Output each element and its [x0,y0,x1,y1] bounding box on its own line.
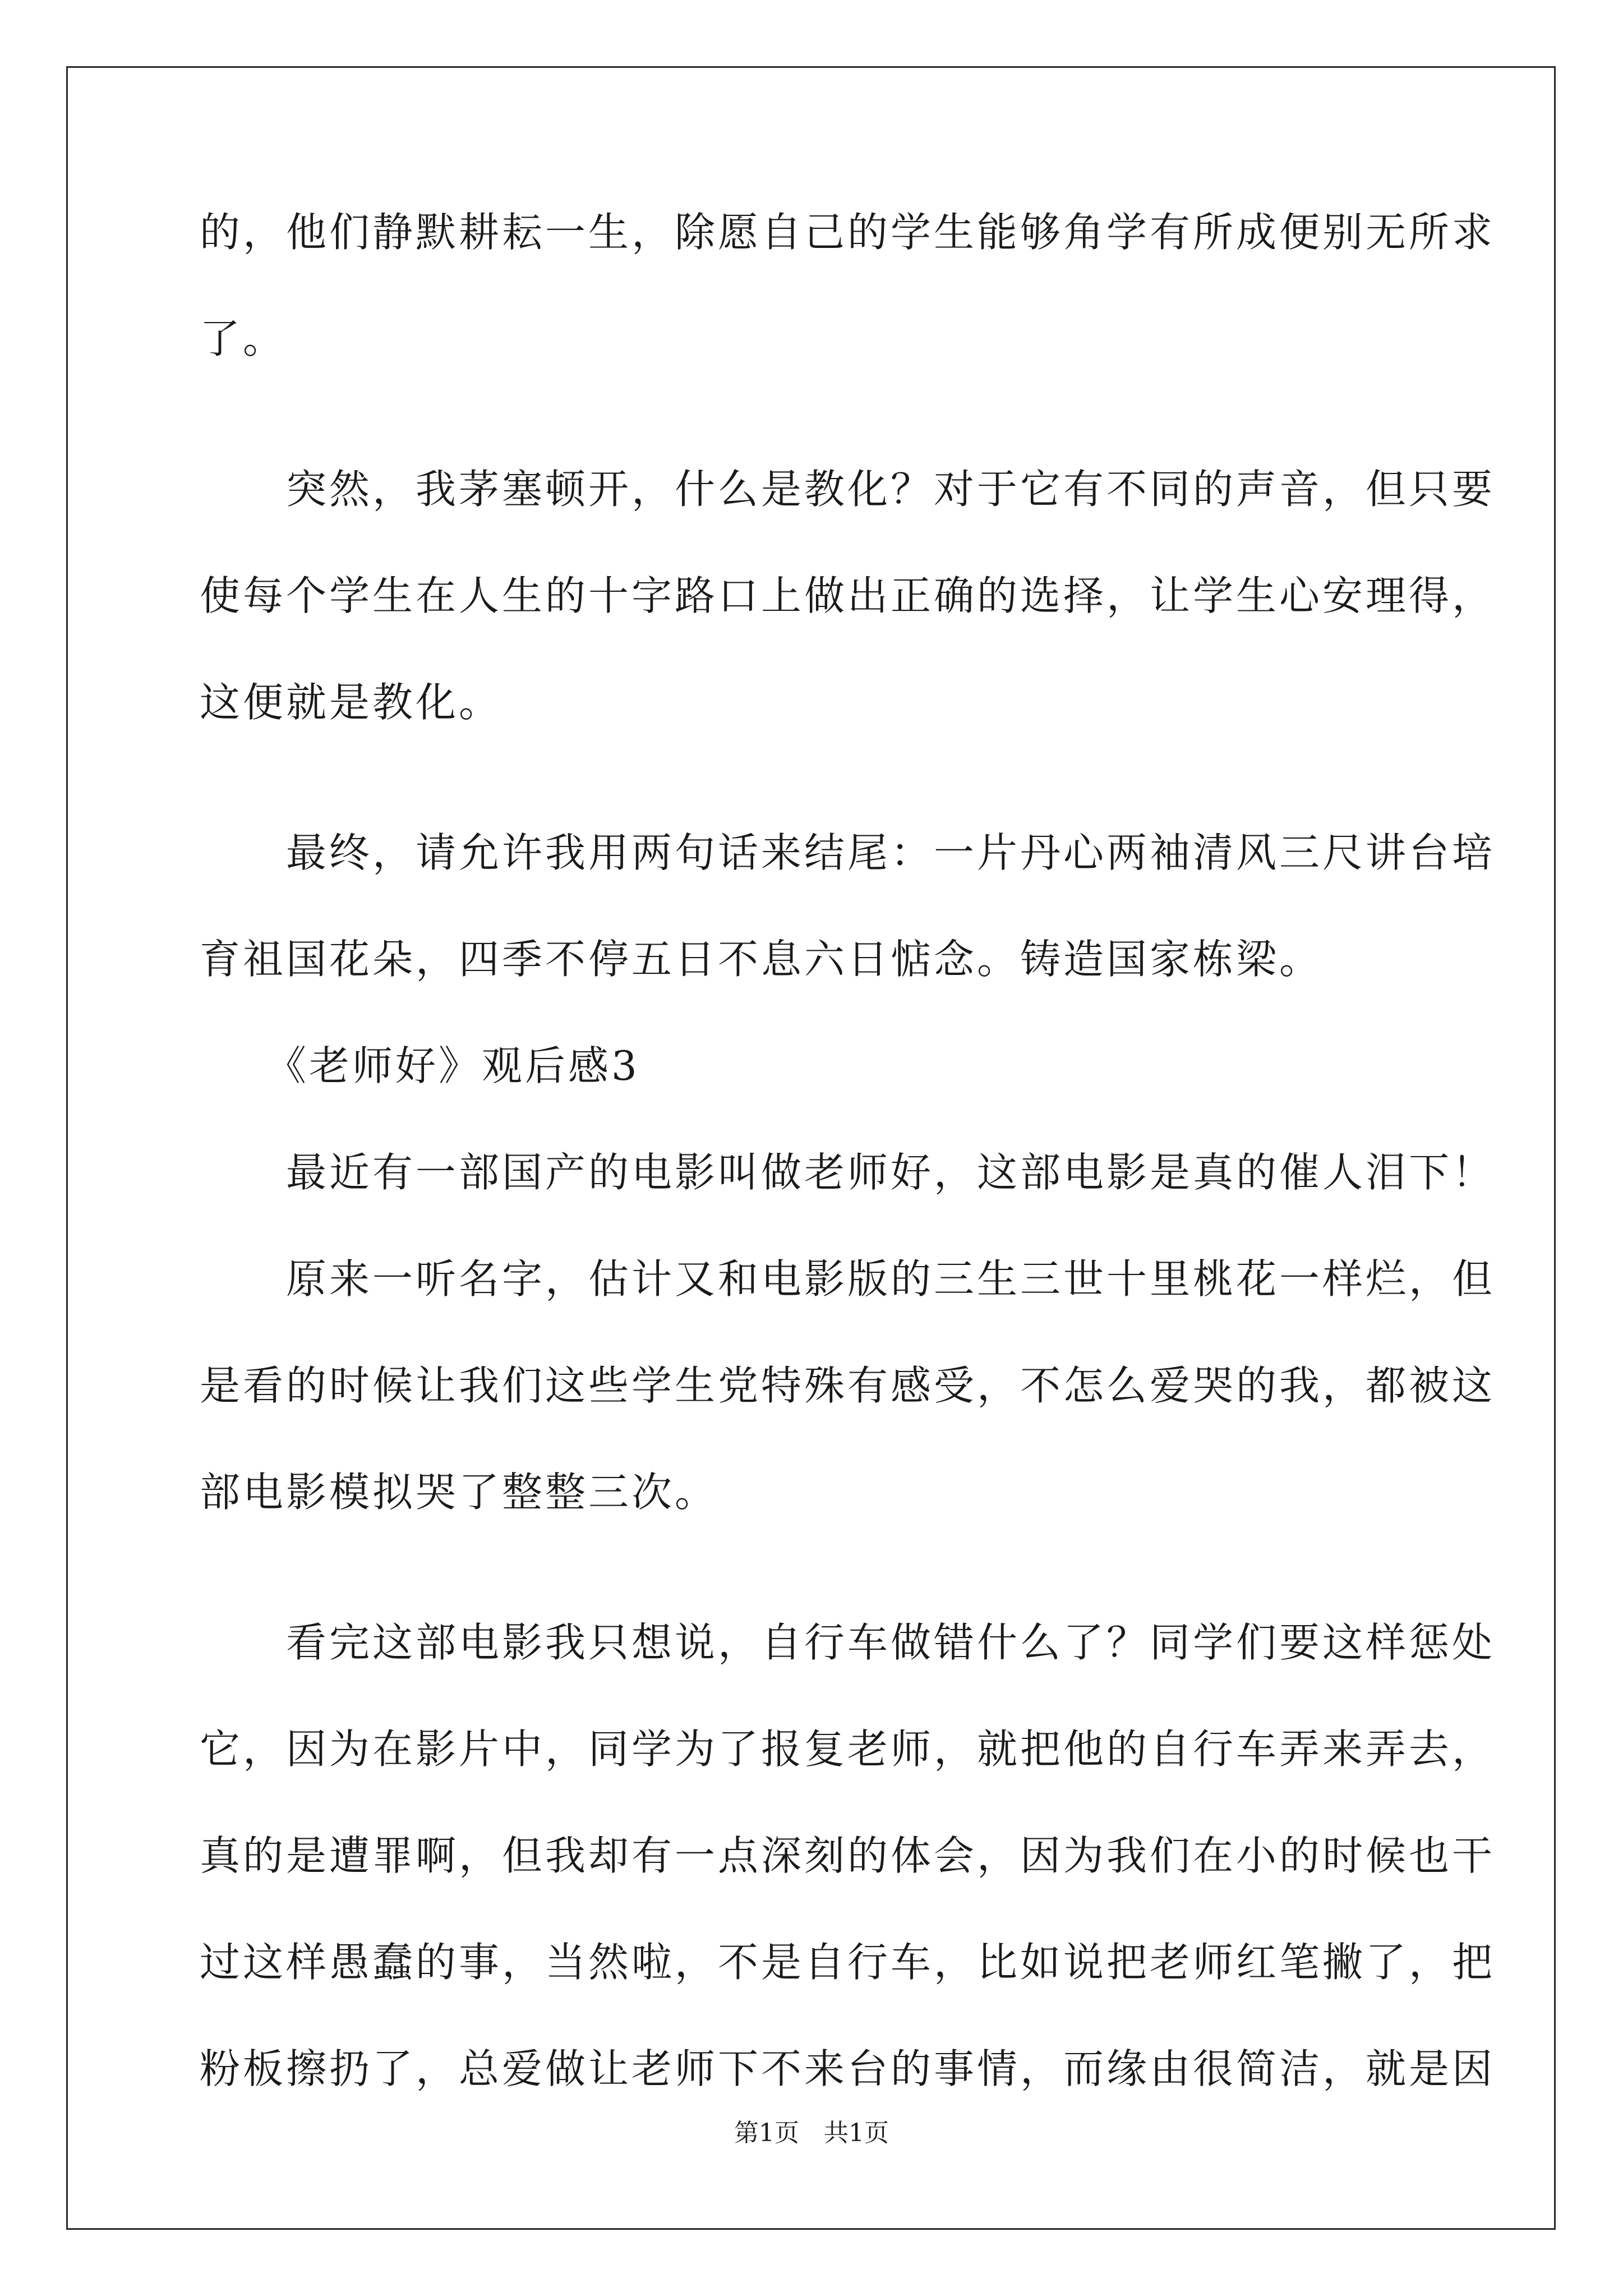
text-line: 粉板擦扔了，总爱做让老师下不来台的事情，而缘由很简洁，就是因 [200,2045,1496,2092]
text-line: 看完这部电影我只想说，自行车做错什么了？同学们要这样惩处 [200,1619,1496,1666]
text-line: 的，他们静默耕耘一生，除愿自己的学生能够角学有所成便别无所求 [200,209,1496,256]
document-body [200,209,1496,2092]
text-line: 使每个学生在人生的十字路口上做出正确的选择，让学生心安理得， [200,572,1496,619]
text-line: 真的是遭罪啊，但我却有一点深刻的体会，因为我们在小的时候也干 [200,1832,1496,1879]
text-line: 突然，我茅塞顿开，什么是教化？对于它有不同的声音，但只要 [200,466,1496,513]
text-line: 原来一听名字，估计又和电影版的三生三世十里桃花一样烂，但 [200,1255,1496,1303]
text-line: 过这样愚蠢的事，当然啦，不是自行车，比如说把老师红笔撇了，把 [200,1939,1496,1986]
text-line: 是看的时候让我们这些学生党特殊有感受，不怎么爱哭的我，都被这 [200,1362,1496,1409]
page-number-footer: 第1页 共1页 [734,2119,889,2147]
text-line: 了。 [200,315,287,362]
text-line: 最近有一部国产的电影叫做老师好，这部电影是真的催人泪下！ [200,1149,1496,1196]
text-line: 育祖国花朵，四季不停五日不息六日惦念。铸造国家栋梁。 [200,936,1323,983]
section-heading: 《老师好》观后感3 [200,1042,640,1089]
text-line: 最终，请允许我用两句话来结尾：一片丹心两袖清风三尺讲台培 [200,829,1496,876]
text-line: 这便就是教化。 [200,679,502,726]
text-line: 它，因为在影片中，同学为了报复老师，就把他的自行车弄来弄去， [200,1726,1496,1773]
text-line: 部电影模拟哭了整整三次。 [200,1469,718,1516]
